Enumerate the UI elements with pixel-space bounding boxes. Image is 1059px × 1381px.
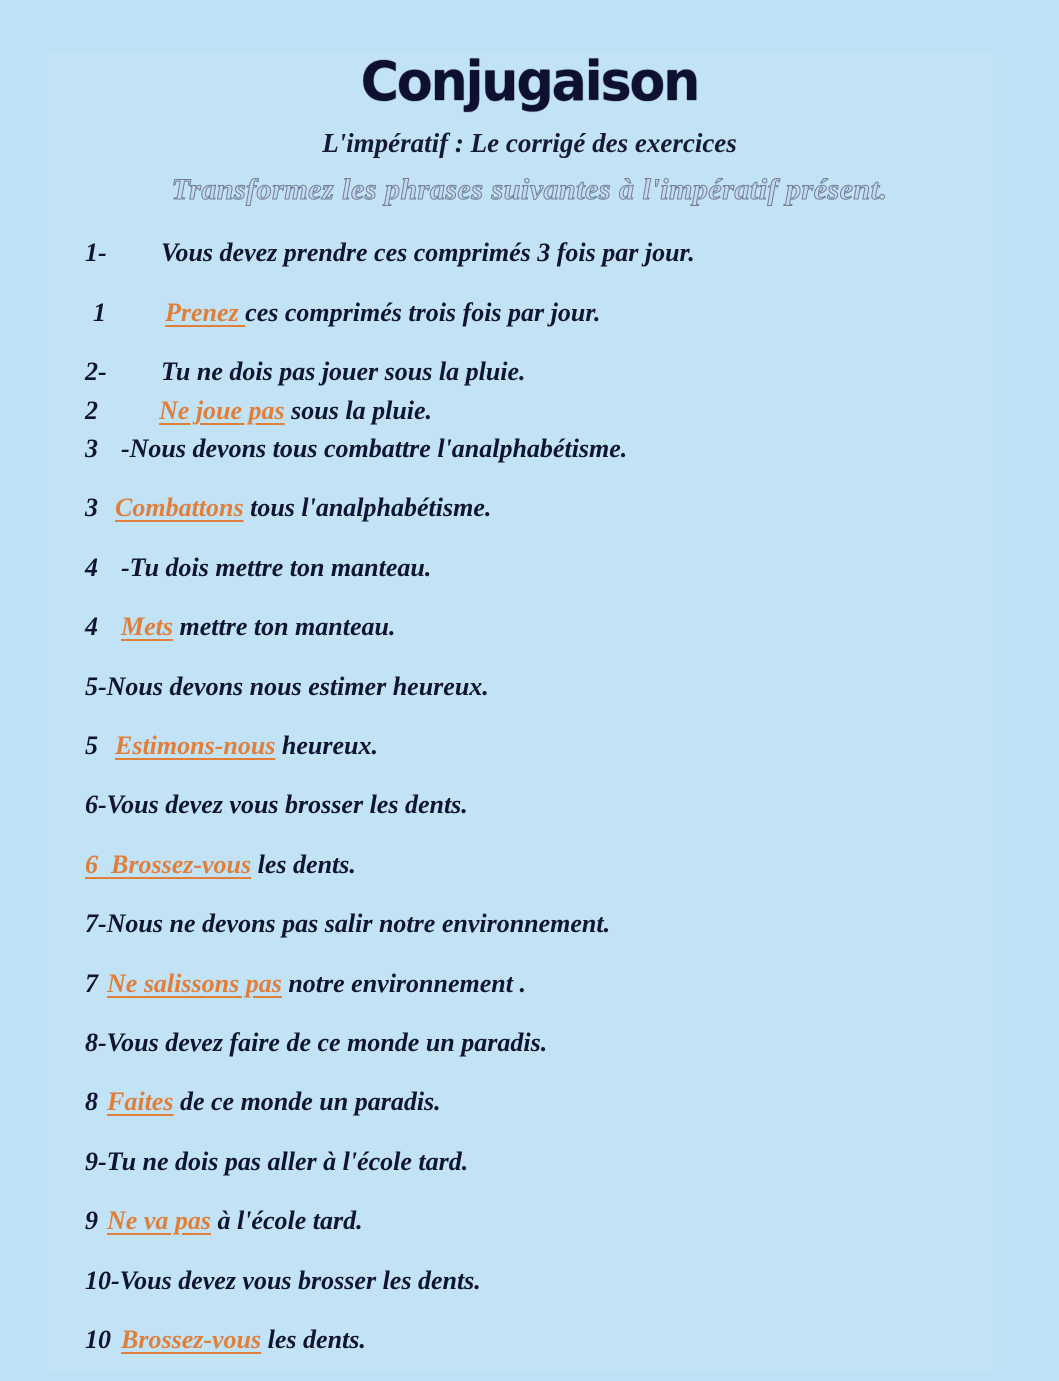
answer-verb: Combattons [115, 493, 244, 522]
answer-7 [85, 969, 526, 999]
answer-number: 10 [85, 1325, 111, 1354]
answer-number: 5 [85, 731, 98, 760]
answer-verb: Mets [121, 612, 173, 641]
answer-verb: Ne joue pas [159, 396, 285, 425]
answer-verb: Prenez [165, 298, 246, 327]
answer-rest: mettre ton manteau. [173, 612, 396, 641]
answer-number: 2 [85, 396, 98, 425]
question-5 [85, 672, 489, 702]
answer-8 [85, 1087, 441, 1117]
answer-1 [93, 298, 601, 328]
answer-verb: 6 Brossez-vous [85, 850, 252, 879]
page-subtitle: L'impératif : Le corrigé des exercices [322, 128, 737, 158]
question-9 [85, 1147, 468, 1177]
answer-10 [85, 1325, 366, 1355]
answer-number: 3 [85, 493, 98, 522]
question-2 [85, 357, 526, 387]
question-3 [85, 434, 627, 464]
answer-rest: sous la pluie. [284, 396, 433, 425]
answer-9 [85, 1206, 363, 1236]
question-text: 7-Nous ne devons pas salir notre environnement. [85, 909, 611, 938]
question-text: 10-Vous devez vous brosser les dents. [85, 1266, 481, 1295]
exercise-instruction: Transformez les phrases suivantes à l'impératif présent. [171, 173, 888, 206]
answer-number: 1 [93, 298, 106, 327]
answer-rest: notre environnement . [281, 969, 526, 998]
question-10 [85, 1266, 481, 1296]
question-6 [85, 790, 468, 820]
question-8 [85, 1028, 547, 1058]
question-number: 4 [85, 553, 98, 582]
answer-verb: Ne salissons pas [107, 969, 282, 998]
question-text: 9-Tu ne dois pas aller à l'école tard. [85, 1147, 469, 1176]
answer-3 [85, 493, 491, 523]
question-text: 8-Vous devez faire de ce monde un paradis. [85, 1028, 548, 1057]
answer-rest: tous l'analphabétisme. [243, 493, 492, 522]
answer-4 [85, 612, 395, 642]
question-text: -Tu dois mettre ton manteau. [121, 553, 432, 582]
answer-verb: Ne va pas [107, 1206, 211, 1235]
question-4 [85, 553, 431, 583]
answer-rest: à l'école tard. [210, 1206, 363, 1235]
question-7 [85, 909, 610, 939]
question-text: Vous devez prendre ces comprimés 3 fois par jour. [161, 238, 695, 267]
answer-rest: les dents. [261, 1325, 366, 1354]
answer-rest: ces comprimés trois fois par jour. [245, 298, 601, 327]
answer-6 [85, 850, 356, 880]
answer-rest: de ce monde un paradis. [173, 1087, 441, 1116]
question-text: Tu ne dois pas jouer sous la pluie. [161, 357, 526, 386]
answer-number: 4 [85, 612, 98, 641]
page-title: Conjugaison [360, 50, 699, 114]
answer-rest: les dents. [251, 850, 356, 879]
answer-5 [85, 731, 378, 761]
answer-verb: Estimons-nous [115, 731, 276, 760]
question-text: 5-Nous devons nous estimer heureux. [85, 672, 489, 701]
question-number: 2- [85, 357, 107, 386]
question-number: 3 [85, 434, 98, 463]
answer-verb: Faites [107, 1087, 174, 1116]
question-number: 1- [85, 238, 107, 267]
question-text: 6-Vous devez vous brosser les dents. [85, 790, 468, 819]
answer-number: 8 [85, 1087, 98, 1116]
answer-number: 7 [85, 969, 98, 998]
question-text: -Nous devons tous combattre l'analphabétisme. [121, 434, 628, 463]
answer-number: 9 [85, 1206, 98, 1235]
answer-2 [85, 396, 432, 426]
answer-verb: Brossez-vous [121, 1325, 262, 1354]
answer-rest: heureux. [275, 731, 378, 760]
question-1 [85, 238, 695, 268]
